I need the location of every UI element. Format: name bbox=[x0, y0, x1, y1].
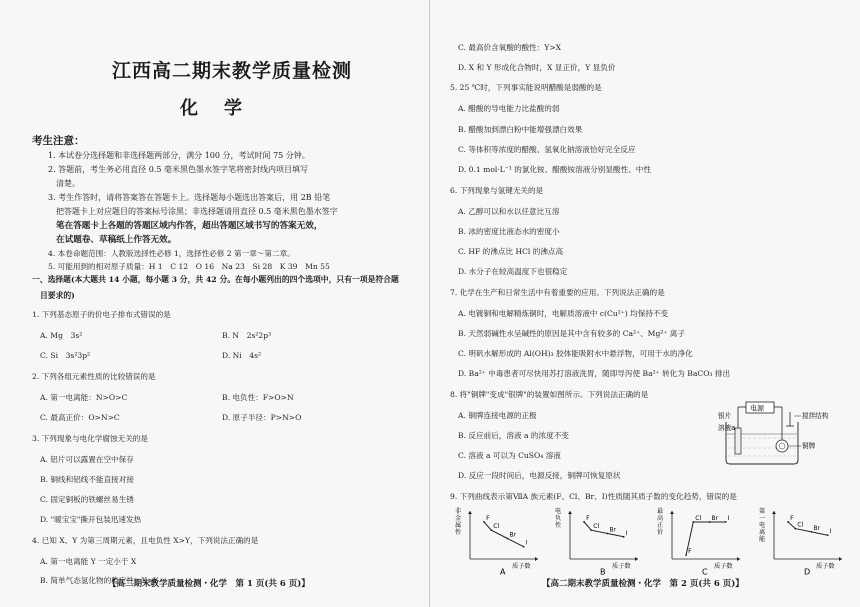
section-1-heading-cont: 目要求的) bbox=[40, 291, 75, 300]
notice-line-8: 4. 本卷命题范围：人教版选择性必修 1，选择性必修 2 第一章～第二章。 bbox=[48, 249, 295, 258]
series-line bbox=[686, 522, 726, 555]
y-axis-label: 最高正价 bbox=[657, 508, 664, 536]
question-q5d: D. 0.1 mol·L⁻¹ 的氯化铵、醋酸铵溶液分别显酸性、中性 bbox=[458, 165, 651, 174]
x-axis-arrow bbox=[535, 557, 538, 561]
point-I bbox=[725, 521, 727, 523]
question-q1a: A. Mg 3s² bbox=[40, 331, 83, 340]
y-axis-arrow bbox=[468, 511, 472, 514]
footer-page-1: 【高二期末教学质量检测・化学 第 1 页(共 6 页)】 bbox=[108, 579, 310, 589]
question-q7c: C. 明矾水解形成的 Al(OH)₃ 胶体能吸附水中悬浮物，可用于水的净化 bbox=[458, 349, 693, 358]
panel-letter: B bbox=[600, 567, 606, 575]
chart-B bbox=[548, 503, 648, 575]
y-axis-label: 非金属性 bbox=[455, 508, 462, 536]
chart-C bbox=[650, 503, 750, 575]
point-label-I: I bbox=[727, 514, 730, 522]
question-q6a: A. 乙醇可以和水以任意比互溶 bbox=[458, 207, 560, 216]
y-axis-label: 电负性 bbox=[555, 508, 562, 529]
question-q3c: C. 固定铜板的铁螺丝易生锈 bbox=[40, 495, 134, 504]
x-axis-arrow bbox=[635, 557, 638, 561]
question-q4b: B. 简单气态氢化物的稳定性：X>Y bbox=[40, 576, 159, 585]
question-q7: 7. 化学在生产和日常生活中有着重要的应用。下列说法正确的是 bbox=[450, 288, 665, 297]
point-label-I: I bbox=[829, 528, 832, 536]
question-q1d: D. Ni 4s² bbox=[222, 351, 262, 360]
series-line bbox=[584, 522, 624, 537]
question-q2c: C. 最高正价：O>N>C bbox=[40, 413, 120, 422]
x-axis-label: 质子数 bbox=[816, 563, 835, 570]
subject-char-1: 化 bbox=[180, 98, 198, 119]
copper-label: 铜牌 bbox=[802, 442, 816, 450]
subject-char-2: 学 bbox=[224, 98, 242, 119]
question-q5c: C. 等体积等浓度的醋酸、氢氧化钠溶液恰好完全反应 bbox=[458, 145, 636, 154]
silver-label: 银片 bbox=[718, 412, 732, 420]
x-axis-label: 质子数 bbox=[714, 563, 733, 570]
solution-label: 溶液a bbox=[718, 424, 736, 432]
point-label-Cl: Cl bbox=[593, 523, 600, 531]
question-q7d: D. Ba²⁺ 中毒患者可尽快用苏打溶液洗胃，随即导泻使 Ba²⁺ 转化为 BaCO₃ 排出 bbox=[458, 369, 731, 378]
point-label-Br: Br bbox=[609, 526, 617, 534]
point-F bbox=[483, 521, 485, 523]
question-q8c: C. 溶液 a 可以为 CuSO₄ 溶液 bbox=[458, 451, 561, 460]
point-label-F: F bbox=[486, 514, 490, 522]
point-F bbox=[685, 554, 687, 556]
subject-title bbox=[180, 94, 268, 120]
question-q4: 4. 已知 X、Y 为第三周期元素，且电负性 X>Y，下列说法正确的是 bbox=[32, 536, 259, 545]
page-2 bbox=[430, 0, 860, 607]
notice-line-9: 5. 可能用到的相对原子质量：H 1 C 12 O 16 Na 23 Si 28 K 39 Mn 55 bbox=[48, 262, 330, 271]
question-q3a: A. 铝片可以露置在空中保存 bbox=[40, 455, 134, 464]
question-q2d: D. 原子半径：P>N>O bbox=[222, 413, 302, 422]
point-label-Br: Br bbox=[711, 514, 719, 522]
question-q4c: C. 最高价含氧酸的酸性：Y>X bbox=[458, 43, 562, 52]
point-Cl bbox=[490, 529, 492, 531]
question-q9: 9. 下列曲线表示第ⅦA 族元素(F、Cl、Br、I)性质随其质子数的变化趋势，错误的是 bbox=[450, 492, 737, 501]
y-axis-arrow bbox=[670, 511, 674, 514]
x-axis-label: 质子数 bbox=[512, 563, 531, 570]
question-q2b: B. 电负性：F>O>N bbox=[222, 393, 294, 402]
point-label-Cl: Cl bbox=[493, 523, 500, 531]
x-axis-arrow bbox=[737, 557, 740, 561]
point-Cl bbox=[794, 528, 796, 530]
notice-line-3: 清楚。 bbox=[56, 179, 80, 188]
point-label-Cl: Cl bbox=[695, 514, 702, 522]
silver-plate bbox=[735, 428, 741, 454]
x-axis-arrow bbox=[839, 557, 842, 561]
point-label-F: F bbox=[586, 514, 590, 522]
point-Br bbox=[709, 521, 711, 523]
point-Cl bbox=[590, 529, 592, 531]
notice-line-1: 1. 本试卷分选择题和非选择题两部分，满分 100 分，考试时间 75 分钟。 bbox=[48, 151, 310, 160]
section-1-heading: 一、选择题(本大题共 14 小题，每小题 3 分，共 42 分。在每小题列出的四个选项中，只有一项是符合题 bbox=[32, 275, 399, 284]
series-line bbox=[788, 522, 828, 535]
notice-line-7: 在试题卷、草稿纸上作答无效。 bbox=[56, 235, 177, 245]
question-q1c: C. Si 3s²3p² bbox=[40, 351, 91, 360]
y-axis-label: 第一电离能 bbox=[759, 508, 766, 543]
point-F bbox=[787, 521, 789, 523]
y-axis-arrow bbox=[772, 511, 776, 514]
point-I bbox=[523, 546, 525, 548]
point-Br bbox=[811, 531, 813, 533]
question-q3b: B. 铜线和铝线不能直接对接 bbox=[40, 475, 134, 484]
question-q6: 6. 下列现象与氢键无关的是 bbox=[450, 186, 544, 195]
panel-letter: A bbox=[500, 567, 506, 575]
question-q8a: A. 铜牌连接电源的正极 bbox=[458, 411, 537, 420]
point-label-Cl: Cl bbox=[797, 521, 804, 529]
question-q7b: B. 天然弱碱性水呈碱性的原因是其中含有较多的 Ca²⁺、Mg²⁺ 离子 bbox=[458, 329, 685, 338]
question-q1b: B. N 2s²2p³ bbox=[222, 331, 272, 340]
question-q8d: D. 反应一段时间后，电源反接，铜牌可恢复原状 bbox=[458, 471, 621, 480]
x-axis-label: 质子数 bbox=[612, 563, 631, 570]
notice-line-5: 把答题卡上对应题目的答案标号涂黑；非选择题请用直径 0.5 毫米黑色墨水签字 bbox=[56, 207, 338, 216]
point-label-I: I bbox=[525, 539, 528, 547]
question-q4d: D. X 和 Y 形成化合物时，X 显正价，Y 显负价 bbox=[458, 63, 616, 72]
point-F bbox=[583, 521, 585, 523]
question-q1: 1. 下列基态原子的价电子排布式错误的是 bbox=[32, 310, 171, 319]
power-label: 电源 bbox=[750, 404, 764, 413]
question-q8b: B. 反应前后，溶液 a 的浓度不变 bbox=[458, 431, 569, 440]
point-Cl bbox=[692, 521, 694, 523]
exam-title: 江西高二期末教学质量检测 bbox=[112, 60, 353, 82]
question-q7a: A. 电镀铜和电解精炼铜时，电解质溶液中 c(Cu²⁺) 均保持不变 bbox=[458, 309, 669, 318]
point-label-Br: Br bbox=[813, 524, 821, 532]
panel-letter: D bbox=[804, 567, 811, 575]
point-label-F: F bbox=[790, 514, 794, 522]
footer-page-2: 【高二期末教学质量检测・化学 第 2 页(共 6 页)】 bbox=[542, 579, 744, 589]
point-I bbox=[623, 536, 625, 538]
question-q5b: B. 醋酸加到漂白粉中能增强漂白效果 bbox=[458, 125, 583, 134]
notice-line-2: 2. 答题前，考生务必用直径 0.5 毫米黑色墨水签字笔将密封线内项目填写 bbox=[48, 165, 308, 174]
series-line bbox=[484, 522, 524, 547]
question-q4a: A. 第一电离能 Y 一定小于 X bbox=[40, 557, 137, 566]
point-label-Br: Br bbox=[509, 531, 517, 539]
y-axis-arrow bbox=[568, 511, 572, 514]
question-q3d: D. "暖宝宝"撕开包装迅速发热 bbox=[40, 515, 142, 524]
stir-label: 搅拌结构 bbox=[802, 412, 829, 420]
chart-D bbox=[752, 503, 852, 575]
notice-line-6: 笔在答题卡上各题的答题区域内作答，超出答题区域书写的答案无效， bbox=[56, 221, 323, 231]
question-q6d: D. 水分子在较高温度下也很稳定 bbox=[458, 267, 568, 276]
point-label-F: F bbox=[688, 548, 692, 555]
question-q2: 2. 下列各组元素性质的比较错误的是 bbox=[32, 372, 156, 381]
question-q2a: A. 第一电离能：N>O>C bbox=[40, 393, 128, 402]
chart-A bbox=[448, 503, 548, 575]
question-q5: 5. 25 ℃时，下列事实能说明醋酸是弱酸的是 bbox=[450, 83, 602, 92]
panel-letter: C bbox=[702, 567, 708, 575]
question-q6c: C. HF 的沸点比 HCl 的沸点高 bbox=[458, 247, 564, 256]
point-Br bbox=[607, 533, 609, 535]
electroplating-apparatus bbox=[718, 398, 858, 478]
copper-medal bbox=[776, 440, 788, 452]
point-I bbox=[827, 534, 829, 536]
point-label-I: I bbox=[625, 529, 628, 537]
question-q5a: A. 醋酸的导电能力比盐酸的弱 bbox=[458, 104, 560, 113]
notice-line-4: 3. 考生作答时，请将答案答在答题卡上。选择题每小题选出答案后，用 2B 铅笔 bbox=[48, 193, 331, 202]
question-q3: 3. 下列现象与电化学腐蚀无关的是 bbox=[32, 434, 148, 443]
question-q8: 8. 将"铜牌"变成"银牌"的装置如图所示。下列说法正确的是 bbox=[450, 390, 649, 399]
question-q6b: B. 冰的密度比液态水的密度小 bbox=[458, 227, 560, 236]
notice-heading: 考生注意： bbox=[32, 135, 85, 147]
point-Br bbox=[507, 538, 509, 540]
